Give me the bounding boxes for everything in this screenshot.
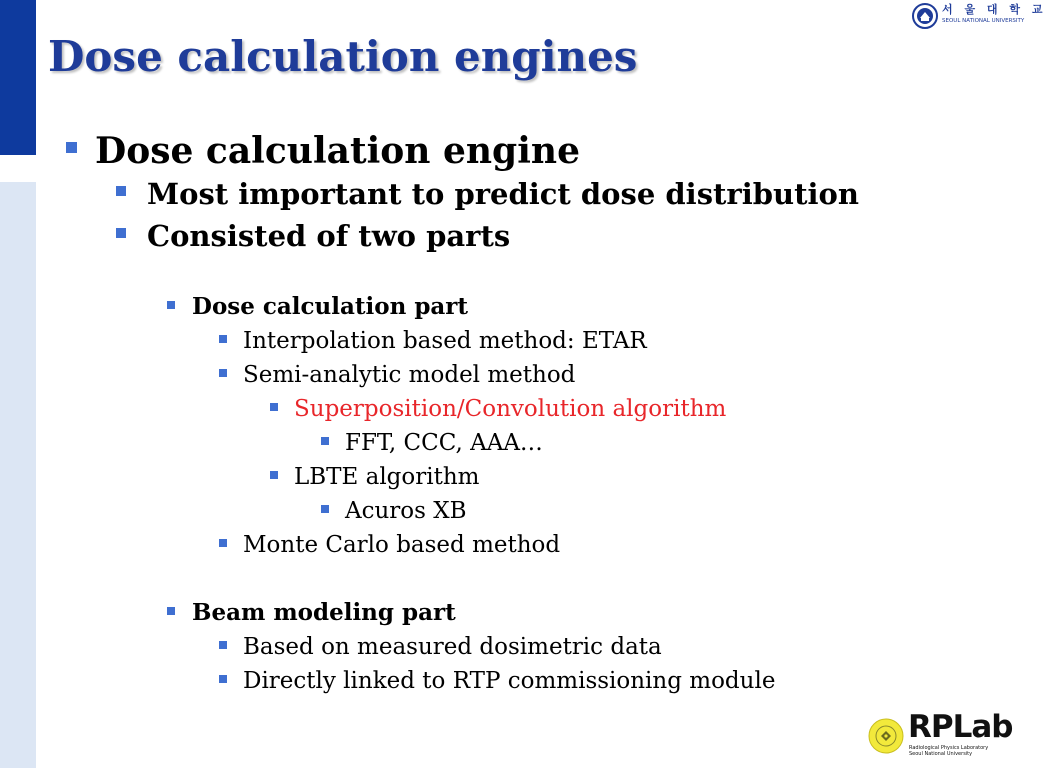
rplab-subtitle-lab: Radiological Physics Laboratory <box>909 745 989 751</box>
bullet-text: Consisted of two parts <box>147 219 511 253</box>
snu-emblem-icon <box>912 3 938 29</box>
square-bullet-icon <box>66 142 77 153</box>
square-bullet-icon <box>321 437 329 445</box>
rplab-emblem-icon <box>868 718 904 754</box>
square-bullet-icon <box>167 607 175 615</box>
square-bullet-icon <box>219 335 227 343</box>
side-bar-dark <box>0 0 36 155</box>
bullet-text: LBTE algorithm <box>294 464 480 490</box>
square-bullet-icon <box>116 186 126 196</box>
square-bullet-icon <box>116 228 126 238</box>
bullet-text: Monte Carlo based method <box>243 532 561 558</box>
square-bullet-icon <box>321 505 329 513</box>
rplab-logo <box>868 709 1014 760</box>
slide-title: Dose calculation engines <box>48 32 638 81</box>
square-bullet-icon <box>270 471 278 479</box>
square-bullet-icon <box>219 369 227 377</box>
square-bullet-icon <box>219 675 227 683</box>
bullet-text: Acuros XB <box>345 498 467 524</box>
square-bullet-icon <box>167 301 175 309</box>
square-bullet-icon <box>219 539 227 547</box>
bullet-text: Dose calculation part <box>192 293 469 320</box>
snu-logo <box>912 2 1046 30</box>
rplab-name: RPLab <box>908 709 1013 745</box>
square-bullet-icon <box>219 641 227 649</box>
bullet-text: Superposition/Convolution algorithm <box>294 396 727 422</box>
rplab-subtitle-university: Seoul National University <box>909 751 973 757</box>
snu-korean-name: 서 울 대 학 교 <box>942 3 1046 16</box>
bullet-text: FFT, CCC, AAA… <box>345 430 543 456</box>
snu-english-name: SEOUL NATIONAL UNIVERSITY <box>942 18 1025 24</box>
square-bullet-icon <box>270 403 278 411</box>
bullet-text: Based on measured dosimetric data <box>243 634 662 660</box>
bullet-text: Most important to predict dose distribution <box>147 177 859 211</box>
bullet-text: Directly linked to RTP commissioning module <box>243 668 776 694</box>
side-bar-light <box>0 182 36 768</box>
bullet-text: Beam modeling part <box>192 599 456 626</box>
bullet-text: Dose calculation engine <box>95 130 580 172</box>
bullet-text: Semi-analytic model method <box>243 362 576 388</box>
bullet-text: Interpolation based method: ETAR <box>243 328 647 354</box>
